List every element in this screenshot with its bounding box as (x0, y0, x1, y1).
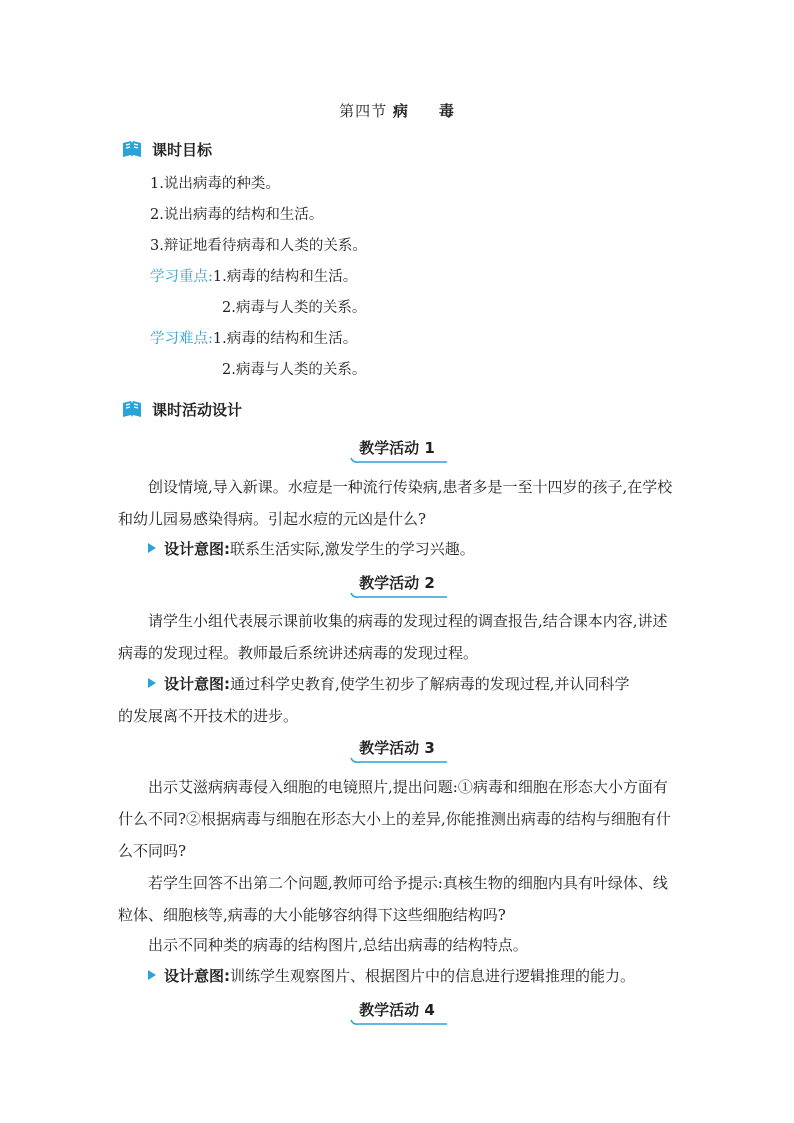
title-part-3: 毒 (438, 102, 455, 120)
design-intent-label: 设计意图: (164, 540, 230, 558)
activity-heading (0, 999, 794, 1026)
design-heading (122, 398, 242, 420)
activity-paragraph: 若学生回答不出第二个问题,教师可给予提示:真核生物的细胞内具有叶绿体、线粒体、细胞核等,病毒的大小能够容纳得下这些细胞结构吗? (118, 874, 668, 924)
design-intent (118, 533, 678, 565)
activity-heading (0, 572, 794, 599)
key-points-label: 学习重点: (150, 269, 213, 285)
activity-label: 教学活动 3 (359, 739, 435, 757)
triangle-bullet-icon (148, 543, 156, 553)
design-intent-label: 设计意图: (164, 675, 230, 693)
activity-label: 教学活动 4 (359, 1001, 435, 1019)
book-icon (122, 399, 142, 419)
section-title (0, 100, 794, 121)
activity-paragraph: 创设情境,导入新课。水痘是一种流行传染病,患者多是一至十四岁的孩子,在学校和幼儿园易感染得病。引起水痘的元凶是什么? (118, 478, 673, 528)
key-points-row (150, 266, 357, 288)
design-intent-text: 联系生活实际,激发学生的学习兴趣。 (230, 540, 475, 558)
activity-underline (349, 591, 449, 599)
goal-item: 3.辩证地看待病毒和人类的关系。 (150, 238, 367, 254)
design-intent-text: 通过科学史教育,使学生初步了解病毒的发现过程,并认同科学 (230, 675, 630, 693)
difficult-point-item: 1.病毒的结构和生活。 (212, 331, 358, 347)
activity-paragraph: 出示艾滋病病毒侵入细胞的电镜照片,提出问题:①病毒和细胞在形态大小方面有什么不同?②根据病毒与细胞在形态大小上的差异,你能推测出病毒的结构与细胞有什么不同吗? (118, 778, 671, 860)
activity-underline (349, 1018, 449, 1026)
activity-label: 教学活动 1 (359, 439, 435, 457)
goals-heading (122, 138, 212, 160)
difficult-points-label: 学习难点: (150, 331, 213, 347)
difficult-point-item: 2.病毒与人类的关系。 (222, 362, 367, 378)
goal-item: 2.说出病毒的结构和生活。 (150, 207, 324, 223)
triangle-bullet-icon (148, 970, 156, 980)
activity-underline (349, 456, 449, 464)
difficult-points-row (150, 328, 357, 350)
activity-label: 教学活动 2 (359, 574, 435, 592)
design-intent-text-cont: 的发展离不开技术的进步。 (118, 707, 299, 725)
activity-heading (0, 737, 794, 764)
design-intent (118, 960, 678, 992)
key-point-item: 2.病毒与人类的关系。 (222, 300, 367, 316)
activity-paragraph: 出示不同种类的病毒的结构图片,总结出病毒的结构特点。 (148, 936, 528, 954)
goals-heading-text: 课时目标 (152, 140, 213, 159)
design-intent (118, 668, 678, 732)
activity-paragraph: 请学生小组代表展示课前收集的病毒的发现过程的调查报告,结合课本内容,讲述病毒的发现过程。教师最后系统讲述病毒的发现过程。 (118, 612, 668, 662)
design-intent-text: 训练学生观察图片、根据图片中的信息进行逻辑推理的能力。 (230, 967, 636, 985)
activity-underline (349, 756, 449, 764)
design-intent-label: 设计意图: (164, 967, 230, 985)
title-part-1: 第四节 (339, 102, 388, 120)
triangle-bullet-icon (148, 678, 156, 688)
title-part-2: 病 (392, 102, 409, 120)
goal-item: 1.说出病毒的种类。 (150, 176, 280, 192)
design-heading-text: 课时活动设计 (152, 400, 243, 419)
activity-heading (0, 437, 794, 464)
key-point-item: 1.病毒的结构和生活。 (212, 269, 358, 285)
book-icon (122, 139, 142, 159)
